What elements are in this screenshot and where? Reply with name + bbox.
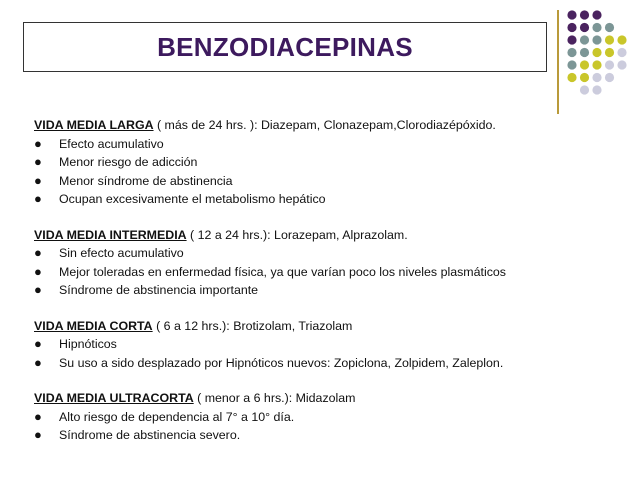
bullet-dot-icon: ● <box>34 172 42 188</box>
list-item-text: Menor riesgo de adicción <box>59 155 198 169</box>
section-1 <box>34 226 624 300</box>
bullet-dot-icon: ● <box>34 245 42 260</box>
decorative-dot <box>592 23 601 32</box>
bullet-dot-icon: ● <box>34 427 42 442</box>
decorative-dot <box>567 35 576 44</box>
bullet-dot-icon: ● <box>34 336 42 351</box>
list-item <box>34 172 624 191</box>
bullet-dot-icon: ● <box>34 408 42 424</box>
decorative-dot <box>567 73 576 82</box>
decorative-dot <box>617 48 626 57</box>
list-item-text: Sin efecto acumulativo <box>59 246 184 260</box>
bullet-dot-icon: ● <box>34 154 42 169</box>
decorative-dot <box>605 35 614 44</box>
decorative-dot <box>605 23 614 32</box>
section-heading <box>34 389 624 408</box>
decorative-dot <box>592 73 601 82</box>
section-heading-name: VIDA MEDIA ULTRACORTA <box>34 391 194 405</box>
bullet-dot-icon: ● <box>34 191 42 206</box>
list-item <box>34 335 624 354</box>
list-item-text: Menor síndrome de abstinencia <box>59 173 233 188</box>
decorative-dot <box>592 10 601 19</box>
section-heading <box>34 226 624 245</box>
section-heading <box>34 116 624 135</box>
decorative-divider-line <box>557 10 559 114</box>
decorative-dot <box>580 35 589 44</box>
decorative-dot <box>567 10 576 19</box>
list-item <box>34 244 624 263</box>
decorative-dot <box>592 60 601 69</box>
list-item <box>34 263 624 282</box>
list-item <box>34 153 624 172</box>
decorative-dot <box>617 35 626 44</box>
slide-title: BENZODIACEPINAS <box>157 31 413 62</box>
list-item-text: Síndrome de abstinencia importante <box>59 283 259 297</box>
section-0 <box>34 116 624 209</box>
section-heading-name: VIDA MEDIA INTERMEDIA <box>34 227 187 242</box>
decorative-dot <box>580 73 589 82</box>
list-item-text: Su uso a sido desplazado por Hipnóticos nuevos: Zopiclona, Zolpidem, Zaleplon. <box>59 355 504 370</box>
bullet-dot-icon: ● <box>34 282 42 297</box>
list-item-text: Efecto acumulativo <box>59 136 164 151</box>
section-3 <box>34 389 624 445</box>
slide-content <box>34 116 624 462</box>
list-item <box>34 408 624 427</box>
bullet-dot-icon: ● <box>34 263 42 279</box>
bullet-dot-icon: ● <box>34 354 42 370</box>
list-item <box>34 281 624 300</box>
decorative-dot <box>580 60 589 69</box>
title-box <box>23 22 547 72</box>
list-item <box>34 354 624 373</box>
decorative-dot <box>567 60 576 69</box>
list-item-text: Ocupan excesivamente el metabolismo hepático <box>59 192 326 206</box>
decorative-dot <box>580 23 589 32</box>
decorative-dot <box>592 35 601 44</box>
section-heading-name: VIDA MEDIA LARGA <box>34 118 154 132</box>
decorative-dot <box>605 48 614 57</box>
decorative-dot <box>580 48 589 57</box>
decorative-dot <box>605 60 614 69</box>
list-item-text: Hipnóticos <box>59 337 117 351</box>
bullet-list <box>34 135 624 209</box>
list-item-text: Mejor toleradas en enfermedad física, ya que varían poco los niveles plasmáticos <box>59 264 506 279</box>
section-heading-name: VIDA MEDIA CORTA <box>34 318 153 333</box>
section-2 <box>34 317 624 373</box>
decorative-dot <box>617 60 626 69</box>
list-item <box>34 190 624 209</box>
list-item <box>34 426 624 445</box>
decorative-dot <box>605 73 614 82</box>
section-heading-detail: ( más de 24 hrs. ): Diazepam, Clonazepam,Clorodiazépóxido. <box>153 118 496 132</box>
decorative-dot <box>567 48 576 57</box>
list-item <box>34 135 624 154</box>
bullet-list <box>34 244 624 300</box>
decorative-dot <box>567 23 576 32</box>
decorative-dot <box>580 85 589 94</box>
bullet-dot-icon: ● <box>34 135 42 151</box>
section-heading-detail: ( 6 a 12 hrs.): Brotizolam, Triazolam <box>152 318 353 333</box>
bullet-list <box>34 335 624 372</box>
decorative-dot <box>592 85 601 94</box>
list-item-text: Síndrome de abstinencia severo. <box>59 428 241 442</box>
section-heading-detail: ( menor a 6 hrs.): Midazolam <box>193 391 356 405</box>
decorative-dot <box>592 48 601 57</box>
section-heading <box>34 317 624 336</box>
decorative-dot <box>580 10 589 19</box>
section-heading-detail: ( 12 a 24 hrs.): Lorazepam, Alprazolam. <box>186 227 408 242</box>
list-item-text: Alto riesgo de dependencia al 7° a 10° día. <box>59 409 295 424</box>
bullet-list <box>34 408 624 445</box>
